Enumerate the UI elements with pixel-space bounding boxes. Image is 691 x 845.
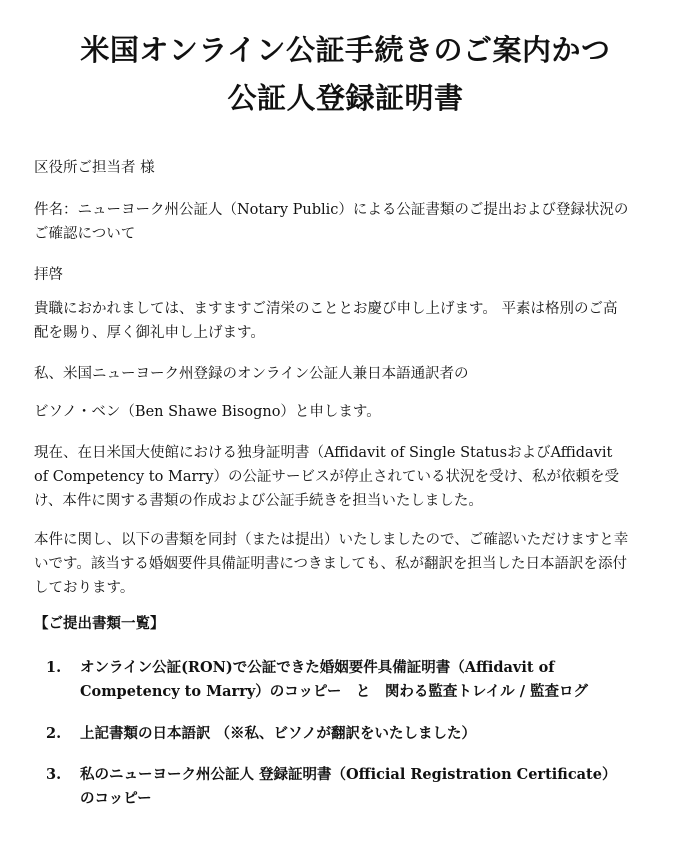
intro-paragraph-2: ビソノ・ベン（Ben Shawe Bisogno）と申します。	[34, 404, 381, 420]
list-item-number: 1.	[46, 659, 62, 676]
greeting-paragraph: 貴職におかれましては、ますますご清栄のこととお慶び申し上げます。 平素は格別のご高配を賜り、厚く御礼申し上げます。	[34, 301, 618, 341]
body-paragraph-1: 現在、在日米国大使館における独身証明書（Affidavit of Single StatusおよびAffidavit of Competency to Marry）の公証サービスが停止されている状況を受け、私が依頼を受け、本件に関する書類の作成および公証手続きを担当いたしました。	[34, 445, 619, 509]
list-item-number: 3.	[46, 766, 62, 783]
body-paragraph-2: 本件に関し、以下の書類を同封（または提出）いたしましたので、ご確認いただけますと幸いです。該当する婚姻要件具備証明書につきましても、私が翻訳を担当した日本語訳を添付しております。	[34, 532, 629, 596]
list-item-text: 上記書類の日本語訳 （※私、ビソノが翻訳をいたしました）	[80, 725, 476, 742]
intro-paragraph-1: 私、米国ニューヨーク州登録のオンライン公証人兼日本語通訳者の	[34, 366, 469, 382]
recipient-line: 区役所ご担当者 様	[34, 160, 155, 176]
list-item-number: 2.	[46, 725, 62, 742]
subject-line: 件名：ニューヨーク州公証人（Notary Public）による公証書類のご提出および登録状況のご確認について	[34, 202, 629, 242]
list-item-text: オンライン公証(RON)で公証できた婚姻要件具備証明書（Affidavit of Competency to Marry）のコッピー と 関わる監査トレイル / 監査ログ	[80, 659, 589, 700]
opening-salutation: 拝啓	[34, 267, 63, 283]
document-list-heading: 【ご提出書類一覧】	[34, 615, 165, 632]
list-item-text: 私のニューヨーク州公証人 登録証明書（Official Registration Certificate）のコッピー	[80, 766, 617, 807]
page-title-line-1: 米国オンライン公証手続きのご案内かつ	[80, 33, 611, 67]
page-title-line-2: 公証人登録証明書	[227, 81, 464, 115]
